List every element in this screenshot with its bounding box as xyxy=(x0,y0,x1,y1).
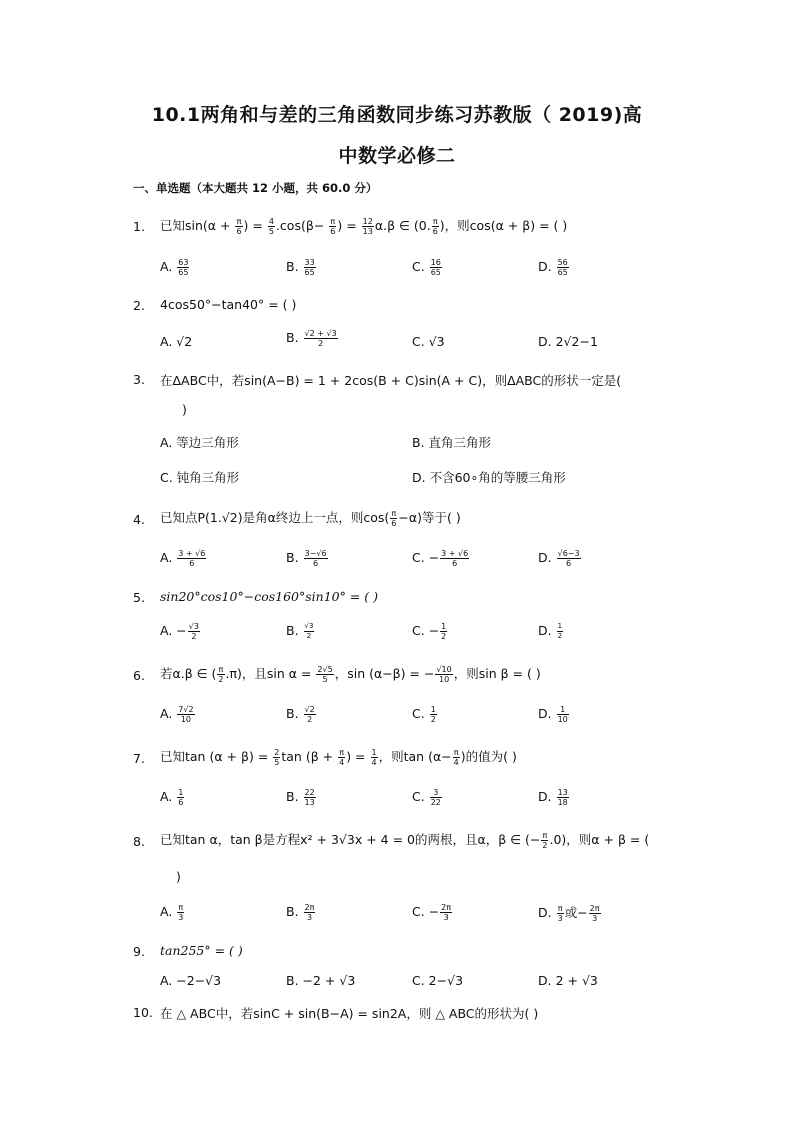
option-b[interactable]: B. $\frac{2\pi}{3}$ xyxy=(286,903,315,922)
option-a[interactable]: A. $\frac{1}{6}$ xyxy=(160,788,184,807)
question-8-stem-cont: ) xyxy=(176,869,181,884)
question-number: 7. xyxy=(133,751,145,766)
option-d[interactable]: D. $\frac{56}{65}$ xyxy=(538,258,568,277)
option-c[interactable]: C. − $\frac{1}{2}$ xyxy=(412,622,447,641)
option-d[interactable]: D. $\frac{1}{10}$ xyxy=(538,705,568,724)
option-b[interactable]: B. $\frac{3-√6}{6}$ xyxy=(286,549,327,568)
question-number: 2. xyxy=(133,298,145,313)
question-7-stem: 已知tan (α + β) = $\frac{2}{5}$ tan (β + $\frac{\pi}{4}$ ) = $\frac{1}{4}$ ，则tan (α− $\frac{\pi}{4}$ )的值为( ) xyxy=(160,748,517,767)
option-b[interactable]: B. $\frac{22}{13}$ xyxy=(286,788,315,807)
question-number: 8. xyxy=(133,834,145,849)
option-a[interactable]: A. $\frac{3 + √6}{6}$ xyxy=(160,549,206,568)
option-b[interactable]: B. −2 + √3 xyxy=(286,973,356,988)
option-d[interactable]: D. $\frac{1}{2}$ xyxy=(538,622,563,640)
option-a[interactable]: A. $\frac{63}{65}$ xyxy=(160,258,189,277)
question-number: 5. xyxy=(133,590,145,605)
option-a[interactable]: A. − $\frac{√3}{2}$ xyxy=(160,622,199,641)
option-d[interactable]: D. $\frac{13}{18}$ xyxy=(538,788,568,807)
option-c[interactable]: C. $\frac{1}{2}$ xyxy=(412,705,436,724)
question-9-stem: tan255° = ( ) xyxy=(160,943,243,958)
document-title-line1: 10.1两角和与差的三角函数同步练习苏教版（ 2019)高 xyxy=(151,104,643,126)
option-b[interactable]: B. $\frac{√2 + √3}{2}$ xyxy=(286,329,337,348)
option-c[interactable]: C. 钝角三角形 xyxy=(160,470,240,485)
question-number: 1. xyxy=(133,219,145,234)
question-5-stem: sin20°cos10°−cos160°sin10° = ( ) xyxy=(160,589,379,604)
question-3-stem-cont: ) xyxy=(182,402,187,417)
option-c[interactable]: C. − $\frac{2\pi}{3}$ xyxy=(412,903,452,922)
option-a[interactable]: A. −2−√3 xyxy=(160,973,222,988)
option-c[interactable]: C. √3 xyxy=(412,334,445,349)
question-1-stem: 已知sin(α + $\frac{\pi}{6}$ ) = $\frac{4}{5}$ .cos(β− $\frac{\pi}{6}$ ) = $\frac{12}{13}$ α.β ∈ (0. $\frac{\pi}{6}$ )，则cos(α + β) = ( ) xyxy=(160,217,568,236)
option-a[interactable]: A. $\frac{\pi}{3}$ xyxy=(160,903,184,922)
option-d[interactable]: D. 不含60∘角的等腰三角形 xyxy=(412,470,566,485)
question-number: 10. xyxy=(133,1005,153,1020)
question-number: 4. xyxy=(133,512,145,527)
section-heading: 一、单选题（本大题共 12 小题，共 60.0 分） xyxy=(133,181,378,195)
option-b[interactable]: B. 直角三角形 xyxy=(412,435,492,450)
question-8-stem: 已知tan α，tan β是方程x² + 3√3x + 4 = 0的两根，且α，β ∈ (− $\frac{\pi}{2}$ .0)，则α + β = ( xyxy=(160,831,650,850)
option-a[interactable]: A. $\frac{7√2}{10}$ xyxy=(160,705,194,724)
option-b[interactable]: B. $\frac{√2}{2}$ xyxy=(286,705,315,724)
option-d[interactable]: D. $\frac{\pi}{3}$ 或− $\frac{2\pi}{3}$ xyxy=(538,904,600,923)
question-6-stem: 若α.β ∈ ( $\frac{\pi}{2}$ .π)，且sin α = $\frac{2√5}{5}$ ，sin (α−β) = − $\frac{√10}{10}$ ，则sin β = ( ) xyxy=(160,665,541,684)
option-b[interactable]: B. $\frac{33}{65}$ xyxy=(286,258,315,277)
document-title-line2: 中数学必修二 xyxy=(338,145,456,167)
option-a[interactable]: A. √2 xyxy=(160,334,193,349)
option-d[interactable]: D. 2√2−1 xyxy=(538,334,598,349)
option-c[interactable]: C. $\frac{3}{22}$ xyxy=(412,788,441,807)
question-number: 9. xyxy=(133,944,145,959)
question-number: 6. xyxy=(133,668,145,683)
option-b[interactable]: B. $\frac{√3}{2}$ xyxy=(286,622,314,640)
option-c[interactable]: C. 2−√3 xyxy=(412,973,464,988)
option-d[interactable]: D. 2 + √3 xyxy=(538,973,598,988)
option-c[interactable]: C. $\frac{16}{65}$ xyxy=(412,258,441,277)
question-10-stem: 在 △ ABC中，若sinC + sin(B−A) = sin2A，则 △ ABC的形状为( ) xyxy=(160,1006,539,1021)
question-3-stem: 在ΔABC中，若sin(A−B) = 1 + 2cos(B + C)sin(A + C)，则ΔABC的形状一定是( xyxy=(160,373,622,388)
option-a[interactable]: A. 等边三角形 xyxy=(160,435,239,450)
question-4-stem: 已知点P(1.√2)是角α终边上一点，则cos( $\frac{\pi}{6}$ −α)等于( ) xyxy=(160,509,461,528)
option-c[interactable]: C. − $\frac{3 + √6}{6}$ xyxy=(412,549,469,568)
question-number: 3. xyxy=(133,372,145,387)
question-2-stem: 4cos50°−tan40° = ( ) xyxy=(160,297,297,312)
option-d[interactable]: D. $\frac{√6-3}{6}$ xyxy=(538,549,580,568)
